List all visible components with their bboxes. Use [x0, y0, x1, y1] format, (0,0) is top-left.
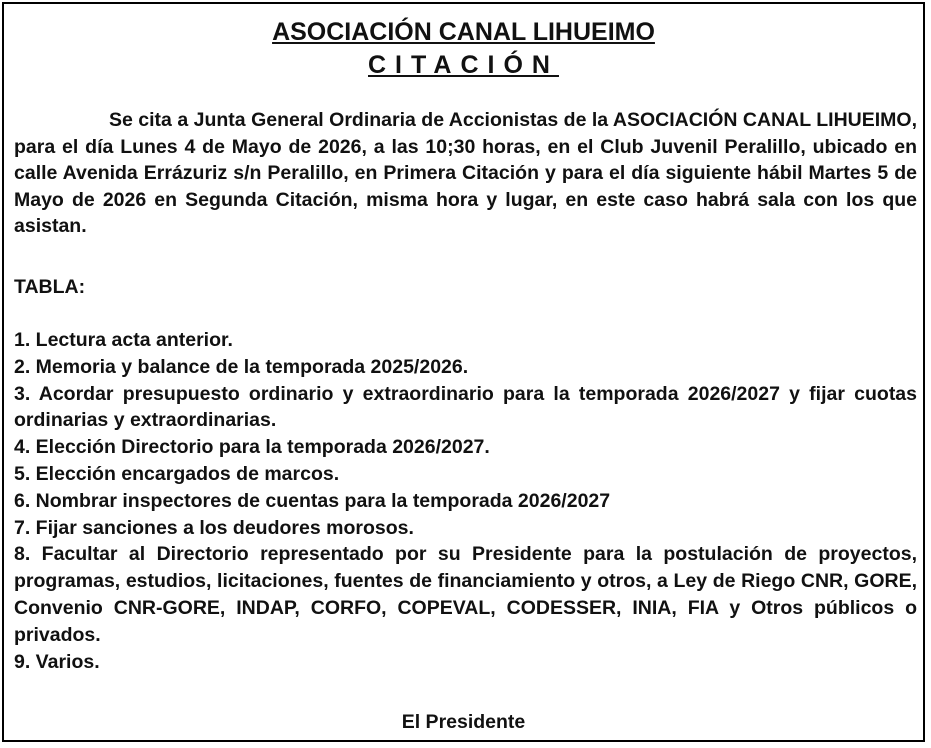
agenda-list [14, 327, 917, 675]
notice-body: Se cita a Junta General Ordinaria de Accionistas de la ASOCIACIÓN CANAL LIHUEIMO, para el día Lunes 4 de Mayo de 2026, a las 10;30 horas, en el Club Juvenil Peralillo, ubicado en calle Avenida Errázuriz s/n Peralillo, en Primera Citación y para el día siguiente hábil Martes 5 de Mayo de 2026 en Segunda Citación, misma hora y lugar, en este caso habrá sala con los que asistan. [14, 109, 917, 238]
signature: El Presidente [401, 711, 526, 733]
agenda-item-1: 1. Lectura acta anterior. [14, 329, 233, 351]
agenda-item-2: 2. Memoria y balance de la temporada 2025/2026. [14, 355, 469, 378]
notice-subtitle: CITACIÓN [368, 51, 559, 79]
agenda-item-5: 5. Elección encargados de marcos. [14, 462, 340, 485]
agenda-item-3: 3. Acordar presupuesto ordinario y extraordinario para la temporada 2026/2027 y fijar cuotas ordinarias y extraordinarias. [14, 382, 917, 432]
agenda-item-7: 7. Fijar sanciones a los deudores morosos. [14, 516, 414, 539]
notice-title: ASOCIACIÓN CANAL LIHUEIMO [272, 18, 655, 46]
agenda-item-8: 8. Facultar al Directorio representado por su Presidente para la postulación de proyectos, programas, estudios, licitaciones, fuentes de financiamiento y otros, a Ley de Riego CNR, GORE, Convenio CNR-GORE, INDAP, CORFO, COPEVAL, CODESSER, INIA, FIA y Otros públicos o privados. [14, 543, 917, 646]
agenda-item-4: 4. Elección Directorio para la temporada 2026/2027. [14, 436, 490, 459]
agenda-item-9: 9. Varios. [14, 650, 100, 673]
agenda-heading: TABLA: [14, 276, 86, 298]
citation-notice [2, 2, 925, 742]
agenda-item-6: 6. Nombrar inspectores de cuentas para la temporada 2026/2027 [14, 489, 611, 512]
